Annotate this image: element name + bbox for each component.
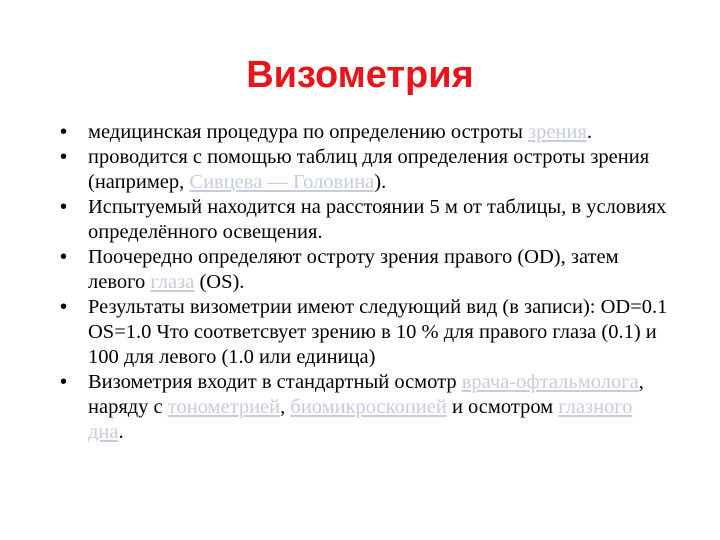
bullet-icon: • [60,121,68,143]
bullet-text: , [280,396,291,418]
bullet-item [60,145,670,195]
bullet-icon: • [60,296,68,318]
bullet-text: и осмотром [446,396,559,418]
bullet-text: Испытуемый находится на расстоянии 5 м от таблицы, в условиях определённого освещения. [88,196,667,243]
bullet-icon: • [60,146,68,168]
bullet-list [60,120,670,445]
bullet-item [60,195,670,245]
link-biomicroscopy[interactable]: биомикроскопией [290,396,447,418]
bullet-item [60,245,670,295]
bullet-text: . [586,121,592,143]
bullet-item [60,295,670,370]
link-ophthalmologist[interactable]: врача-офтальмолога [461,371,639,393]
bullet-text: Результаты визометрии имеют следующий вид (в записи): OD=0.1 OS=1.0 Что соответсвует зрению в 10 % для правого глаза (0.1) и 100 для левого (1.0 или единица) [88,296,668,368]
bullet-icon: • [60,246,68,268]
bullet-item [60,120,670,145]
bullet-text: медицинская процедура по определению остроты [88,121,528,143]
bullet-icon: • [60,196,68,218]
bullet-text: (OS). [194,271,245,293]
bullet-text: , наряду с [88,371,644,418]
bullet-text: ). [374,171,387,193]
link-eye[interactable]: глаза [150,271,195,293]
link-fundus[interactable]: глазного дна [88,396,633,443]
bullet-icon: • [60,371,68,393]
bullet-item [60,370,670,445]
link-tonometry[interactable]: тонометрией [167,396,281,418]
bullet-text: Визометрия входит в стандартный осмотр [88,371,462,393]
slide-title: Визометрия [246,54,474,96]
link-vision[interactable]: зрения [527,121,587,143]
bullet-text: . [118,421,124,443]
bullet-text: проводится с помощью таблиц для определения остроты зрения (например, [88,146,650,193]
link-sivtsev-golovin[interactable]: Сивцева — Головина [189,171,375,193]
bullet-text: Поочередно определяют остроту зрения правого (OD), затем левого [88,246,619,293]
